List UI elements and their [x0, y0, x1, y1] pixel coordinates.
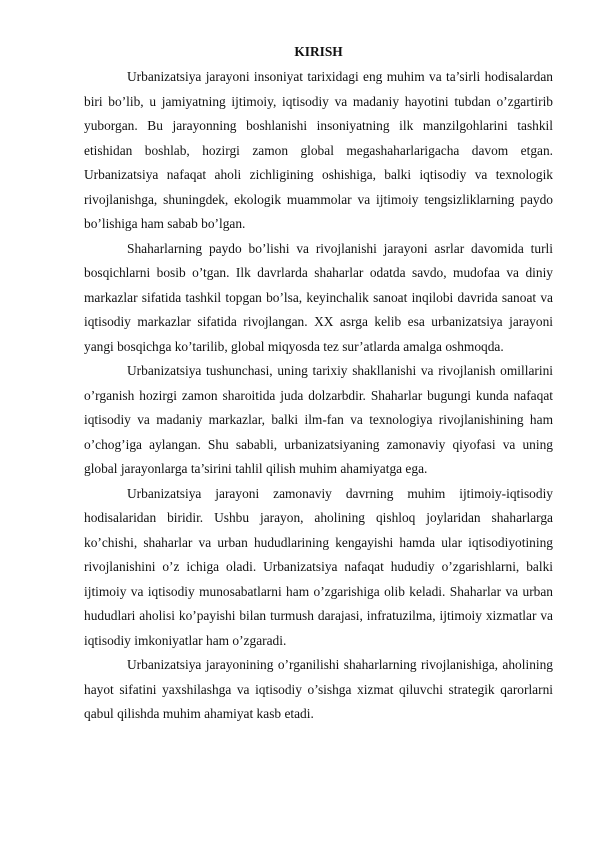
paragraph-5: Urbanizatsiya jarayonining o’rganilishi shaharlarning rivojlanishiga, aholining hayot sifatini yaxshilashga va iqtisodiy o’sishga xizmat qiluvchi strategik qarorlarni qabul qilishda muhim ahamiyat kasb etadi.: [84, 657, 553, 721]
paragraph-1: Urbanizatsiya jarayoni insoniyat tarixidagi eng muhim va ta’sirli hodisalardan biri bo’lib, u jamiyatning ijtimoiy, iqtisodiy va madaniy hayotini tubdan o’zgartirib yuborgan. Bu jarayonning boshlanishi insoniyatning ilk manzilgohlarini tashkil etishidan boshlab, hozirgi zamon global megashaharlarigacha davom etgan. Urbanizatsiya nafaqat aholi zichligining oshishiga, balki iqtisodiy va texnologik rivojlanishga, shuningdek, ekologik muammolar va ijtimoiy tengsizliklarning paydo bo’lishiga ham sabab bo’lgan.: [84, 69, 553, 231]
paragraph-4: Urbanizatsiya jarayoni zamonaviy davrning muhim ijtimoiy-iqtisodiy hodisalaridan biridir. Ushbu jarayon, aholining qishloq joylaridan shaharlarga ko’chishi, shaharlar va urban hududlarining kengayishi hamda ular iqtisodiyotining rivojlanishini o’z ichiga oladi. Urbanizatsiya nafaqat hududiy o’zgarishlarni, balki ijtimoiy va iqtisodiy munosabatlarni ham o’zgarishiga olib keladi. Shaharlar va urban hududlari aholisi ko’payishi bilan turmush darajasi, infratuzilma, ijtimoiy xizmatlar va iqtisodiy imkoniyatlar ham o’zgaradi.: [84, 485, 553, 648]
page-title: KIRISH: [294, 44, 343, 59]
paragraph-3: Urbanizatsiya tushunchasi, uning tarixiy shakllanishi va rivojlanish omillarini o’rganish hozirgi zamon sharoitida juda dolzarbdir. Shaharlar bugungi kunda nafaqat iqtisodiy va madaniy markazlar, balki ilm-fan va texnologiya rivojlanishining ham o’chog’iga aylangan. Shu sababli, urbanizatsiyaning zamonaviy qiyofasi va uning global jarayonlarga ta’sirini tahlil qilish muhim ahamiyatga ega.: [84, 363, 553, 476]
document-page: [84, 40, 553, 727]
paragraph-2: Shaharlarning paydo bo’lishi va rivojlanishi jarayoni asrlar davomida turli bosqichlarni bosib o’tgan. Ilk davrlarda shaharlar odatda savdo, mudofaa va diniy markazlar sifatida tashkil topgan bo’lsa, keyinchalik sanoat inqilobi davrida sanoat va iqtisodiy markazlar sifatida rivojlangan. XX asrga kelib esa urbanizatsiya jarayoni yangi bosqichga ko’tarilib, global miqyosda tez sur’atlarda amalga oshmoqda.: [84, 240, 553, 354]
